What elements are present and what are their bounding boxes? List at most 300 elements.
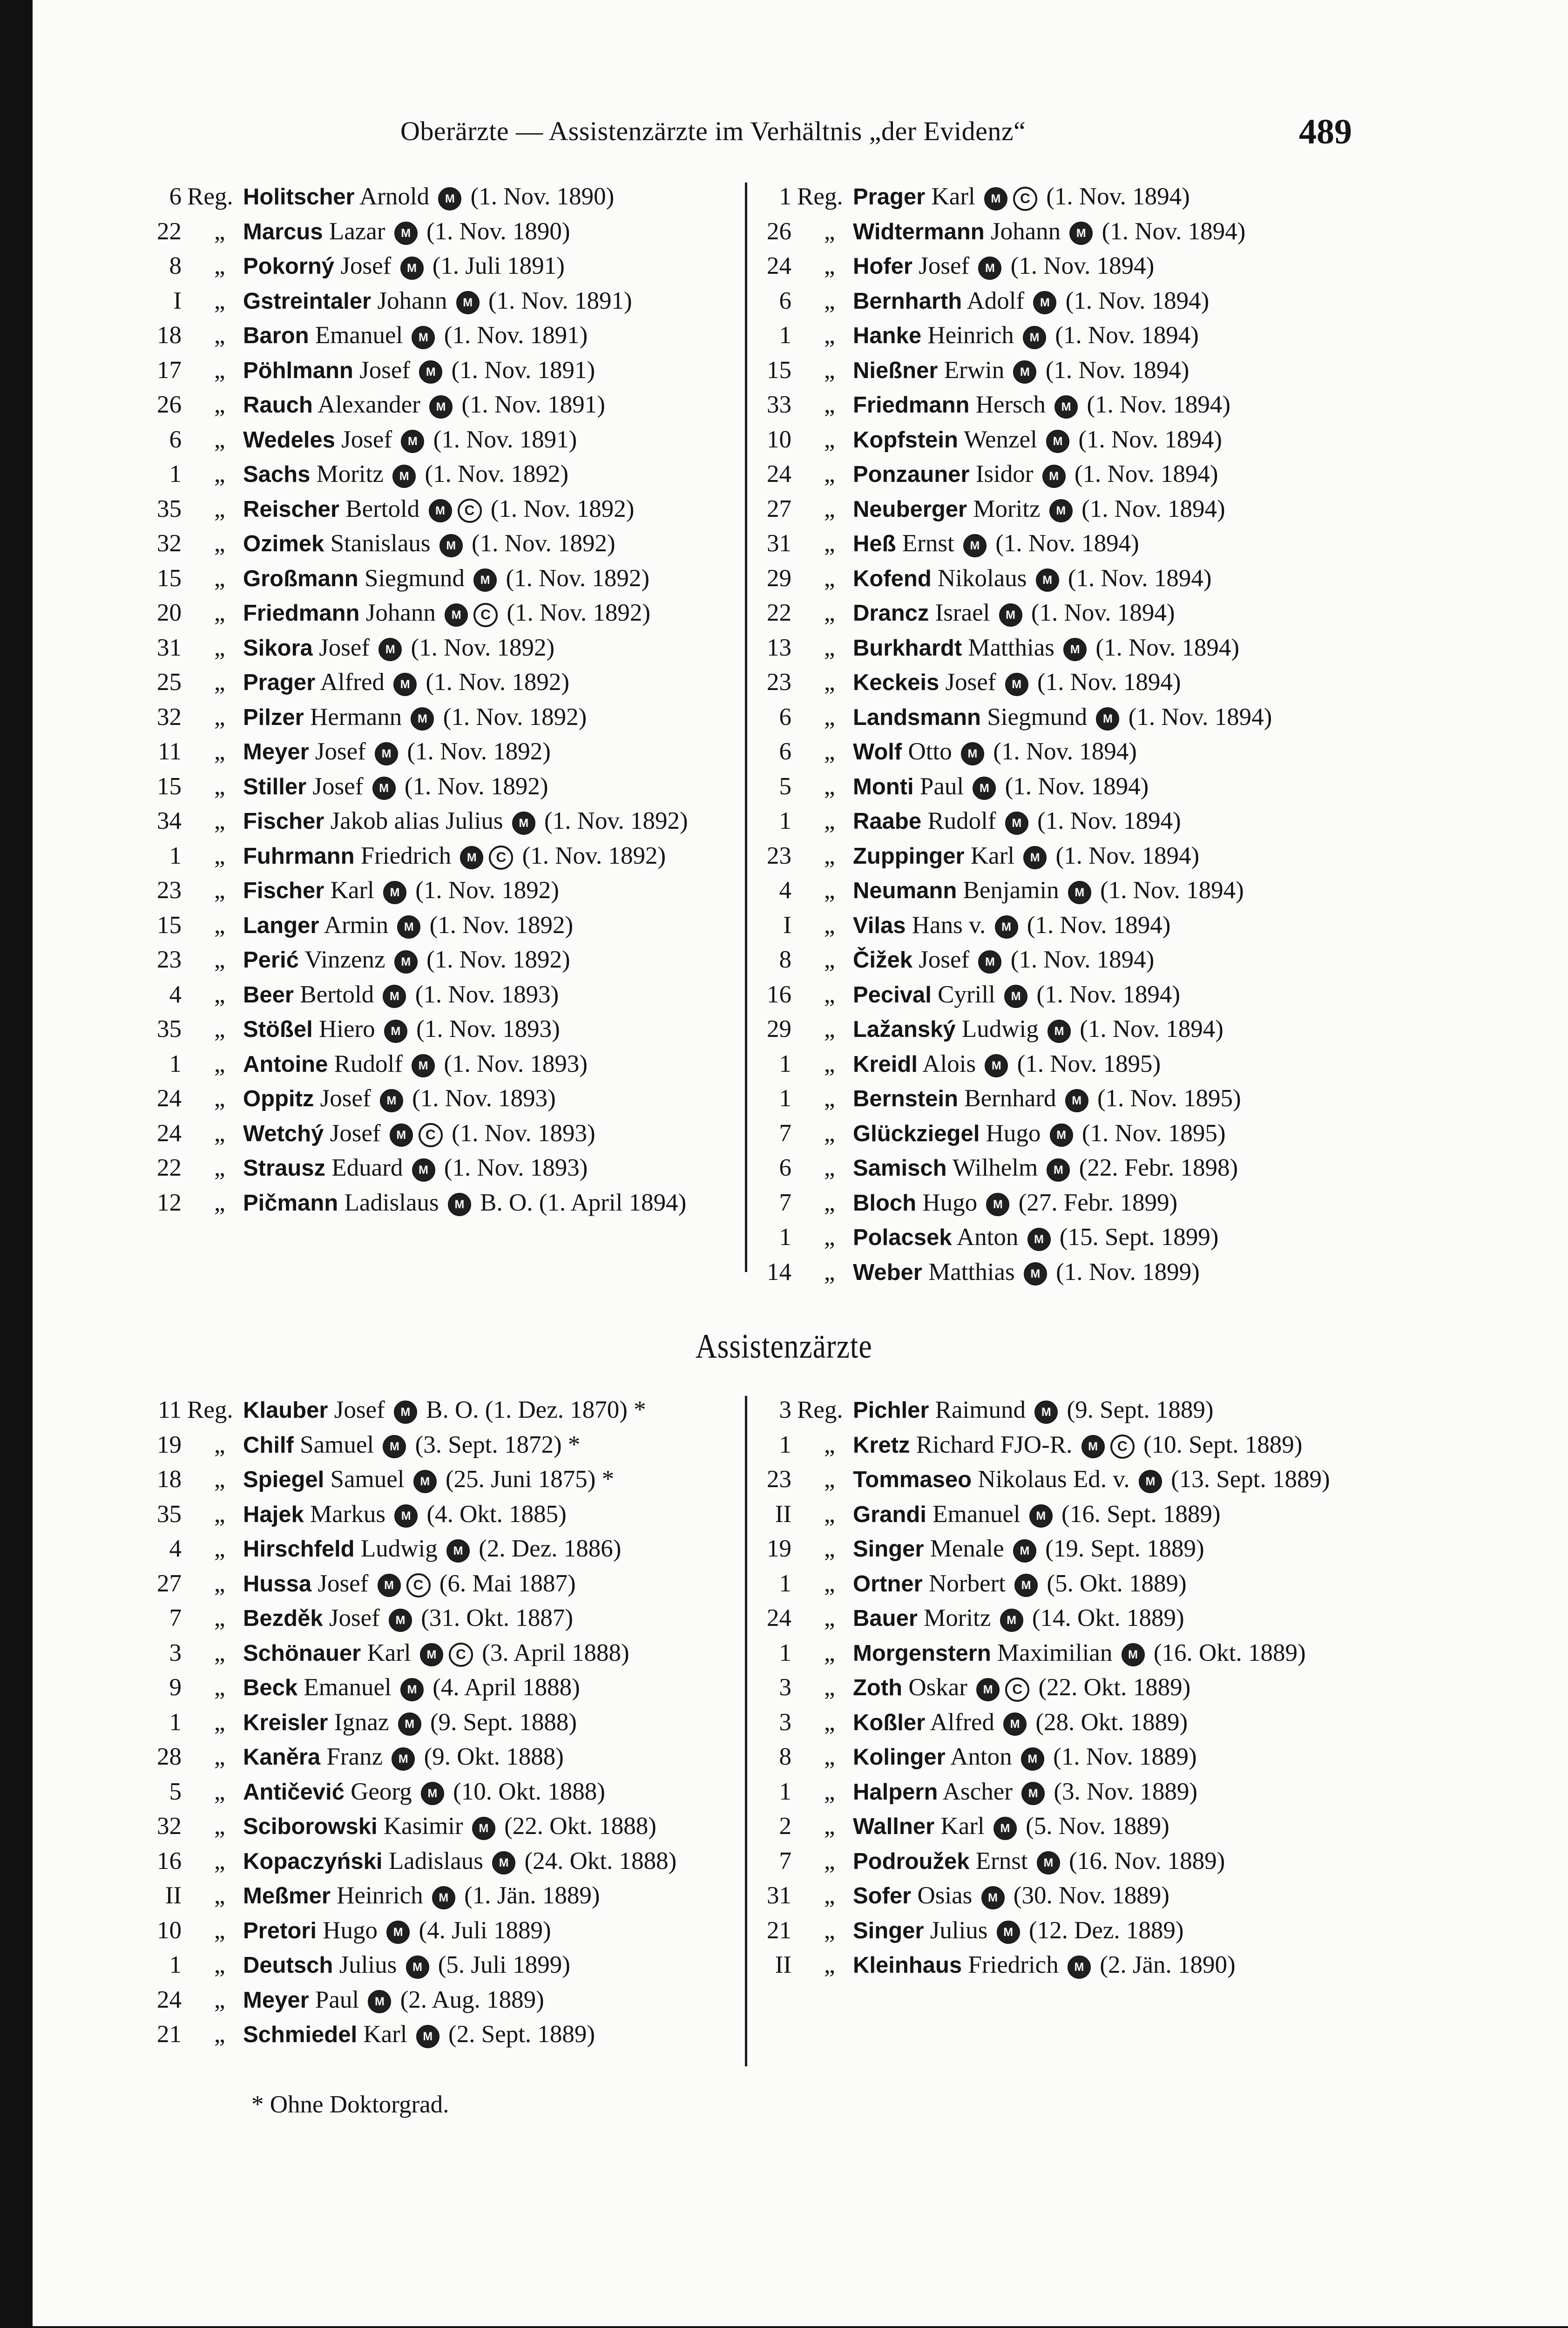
entry-text: [853, 215, 1334, 250]
copyright-badge-icon: C: [1110, 1435, 1135, 1459]
surname: Baron: [243, 323, 309, 348]
regiment-label: [791, 388, 853, 423]
list-item: [130, 1705, 724, 1740]
list-item: [740, 423, 1334, 458]
entry-text: [243, 492, 724, 527]
surname: Sachs: [243, 462, 311, 487]
rank-date: (1. Nov. 1895): [1081, 1119, 1226, 1147]
regiment-label: [182, 665, 243, 700]
ditto-mark: „: [824, 426, 835, 453]
entry-text: [243, 353, 724, 388]
merit-badge-icon: M: [473, 568, 497, 592]
merit-badge-icon: M: [383, 881, 406, 904]
merit-badge-icon: M: [1054, 395, 1078, 419]
regiment-number: 7: [779, 1119, 791, 1147]
ditto-mark: „: [824, 1500, 835, 1528]
rank-date: (25. Juni 1875) *: [446, 1466, 615, 1493]
entry-text: [853, 1428, 1334, 1463]
surname: Heß: [853, 531, 896, 556]
merit-badge-icon: M: [378, 638, 402, 661]
given-name: Matthias: [928, 1258, 1015, 1286]
entry-text: [243, 1151, 724, 1186]
rank-date: (1. Nov. 1894): [995, 530, 1139, 557]
rank-date: (1. Nov. 1894): [1010, 946, 1155, 973]
regiment-number: 26: [767, 217, 791, 245]
list-item: [740, 318, 1334, 353]
given-name: Johann: [365, 599, 436, 626]
list-item: [130, 1567, 724, 1602]
merit-badge-icon: M: [1013, 360, 1036, 384]
surname: Pöhlmann: [243, 358, 353, 383]
regiment-label: [791, 527, 853, 562]
regiment-label: [182, 180, 243, 215]
regiment-label: [182, 2017, 243, 2052]
ditto-mark: „: [824, 1778, 835, 1805]
ditto-mark: „: [824, 842, 835, 869]
regiment-number: 31: [767, 530, 791, 557]
given-name: Hans v.: [912, 911, 986, 939]
regiment-label: [791, 596, 853, 631]
merit-badge-icon: M: [406, 1956, 429, 1979]
rank-date: (1. Nov. 1892): [404, 772, 548, 800]
ditto-mark: „: [824, 1639, 835, 1666]
list-item: [130, 1428, 724, 1463]
entry-text: [853, 596, 1334, 631]
entry-text: [853, 804, 1334, 839]
given-name: Franz: [326, 1743, 383, 1770]
rank-date: (3. Sept. 1872) *: [415, 1431, 581, 1458]
regiment-number: 19: [767, 1535, 791, 1562]
regiment-label: [182, 1497, 243, 1532]
surname: Marcus: [243, 219, 323, 244]
entry-text: [243, 1671, 724, 1705]
surname: Raabe: [853, 809, 922, 834]
given-name: Ascher: [942, 1778, 1013, 1805]
rank-date: (1. Nov. 1892): [426, 946, 570, 973]
given-name: Ladislaus: [344, 1189, 439, 1216]
regiment-label: [182, 249, 243, 284]
surname: Sofer: [853, 1883, 912, 1908]
regiment-label: [791, 353, 853, 388]
rank-date: (1. Nov. 1891): [488, 287, 632, 314]
merit-badge-icon: M: [398, 1712, 421, 1736]
merit-badge-icon: M: [1029, 1504, 1053, 1528]
regiment-abbrev: Reg.: [797, 1396, 843, 1423]
ditto-mark: „: [214, 911, 225, 939]
regiment-label: [182, 1844, 243, 1879]
regiment-number: 1: [779, 1778, 791, 1805]
ditto-mark: „: [824, 599, 835, 626]
regiment-number: 1: [779, 1431, 791, 1458]
regiment-label: [791, 943, 853, 978]
merit-badge-icon: M: [1047, 1158, 1070, 1182]
rank-date: (1. Nov. 1892): [490, 495, 635, 522]
entry-text: [243, 1428, 724, 1463]
regiment-number: 18: [157, 322, 182, 349]
entry-text: [853, 1671, 1334, 1705]
given-name: Josef: [318, 1570, 369, 1597]
surname: Reischer: [243, 496, 340, 522]
surname: Kreidl: [853, 1051, 918, 1077]
entry-text: [243, 943, 724, 978]
surname: Bloch: [853, 1190, 917, 1216]
rank-date: (1. Nov. 1899): [1056, 1258, 1200, 1286]
regiment-number: 24: [157, 1085, 182, 1112]
given-name: Matthias: [968, 634, 1054, 661]
merit-badge-icon: M: [421, 1782, 444, 1805]
regiment-number: 13: [767, 634, 791, 661]
regiment-label: [791, 180, 853, 215]
ditto-mark: „: [214, 1986, 225, 2013]
surname: Samisch: [853, 1156, 947, 1181]
entry-text: [243, 1047, 724, 1082]
surname: Holitscher: [243, 184, 355, 210]
regiment-label: [182, 1671, 243, 1705]
surname: Bernstein: [853, 1086, 959, 1111]
merit-badge-icon: M: [392, 465, 416, 488]
rank-date: (1. Nov. 1892): [544, 807, 688, 834]
merit-badge-icon: M: [368, 1990, 391, 2013]
ditto-mark: „: [824, 738, 835, 765]
list-item: [130, 423, 724, 458]
surname: Rauch: [243, 393, 313, 418]
list-item: [130, 1117, 724, 1151]
merit-badge-icon: M: [394, 222, 418, 245]
copyright-badge-icon: C: [1005, 1678, 1029, 1702]
surname: Hussa: [243, 1571, 312, 1597]
entry-text: [243, 735, 724, 770]
ditto-mark: „: [824, 1674, 835, 1701]
list-item: [740, 1740, 1334, 1775]
rank-date: (1. Nov. 1889): [1053, 1743, 1197, 1770]
surname: Singer: [853, 1536, 924, 1562]
regiment-label: [791, 1428, 853, 1463]
given-name: Adolf: [966, 287, 1025, 314]
merit-badge-icon: M: [472, 1817, 495, 1840]
regiment-label: [182, 318, 243, 353]
regiment-label: [182, 457, 243, 492]
entry-text: [243, 318, 724, 353]
regiment-label: [791, 978, 853, 1013]
regiment-number: 8: [169, 252, 182, 279]
given-name: Paul: [315, 1986, 359, 2013]
given-name: Markus: [310, 1500, 385, 1528]
merit-badge-icon: M: [413, 1470, 437, 1493]
rank-date: (1. Nov. 1894): [1005, 772, 1149, 800]
list-item: [130, 735, 724, 770]
ditto-mark: „: [214, 1882, 225, 1909]
given-name: Friedrich: [360, 842, 452, 869]
regiment-label: [791, 1462, 853, 1497]
regiment-number: 16: [767, 981, 791, 1008]
given-name: Josef: [334, 1396, 385, 1423]
regiment-number: 1: [779, 322, 791, 349]
ditto-mark: „: [824, 1224, 835, 1251]
surname: Prager: [243, 670, 316, 695]
regiment-label: [182, 1705, 243, 1740]
ditto-mark: „: [824, 1535, 835, 1562]
regiment-label: [182, 978, 243, 1013]
entry-text: [853, 1844, 1334, 1879]
rank-date: (1. Nov. 1892): [425, 460, 569, 487]
merit-badge-icon: M: [973, 777, 996, 800]
merit-badge-icon: M: [1013, 1539, 1036, 1563]
regiment-number: 34: [157, 807, 182, 834]
regiment-label: [182, 1740, 243, 1775]
merit-badge-icon: M: [432, 1886, 455, 1909]
surname: Čižek: [853, 947, 913, 973]
list-item: [740, 1462, 1334, 1497]
list-item: [740, 215, 1334, 250]
surname: Schmiedel: [243, 2022, 358, 2047]
regiment-number: 1: [779, 1570, 791, 1597]
rank-date: (1. Nov. 1894): [1078, 426, 1222, 453]
rank-date: (31. Okt. 1887): [421, 1604, 574, 1631]
ditto-mark: „: [214, 1743, 225, 1770]
ditto-mark: „: [214, 322, 225, 349]
merit-badge-icon: M: [986, 1193, 1009, 1216]
list-item: [130, 2017, 724, 2052]
regiment-number: 1: [779, 183, 791, 210]
list-item: [130, 908, 724, 943]
merit-badge-icon: M: [1049, 499, 1073, 522]
merit-badge-icon: M: [460, 846, 483, 869]
entry-text: [243, 665, 724, 700]
given-name: Ignaz: [334, 1708, 389, 1736]
rank-date: (1. Nov. 1894): [1037, 807, 1181, 834]
list-item: [740, 1636, 1334, 1671]
regiment-label: [791, 700, 853, 735]
rank-date: (15. Sept. 1899): [1059, 1224, 1219, 1251]
list-item: [130, 353, 724, 388]
merit-badge-icon: M: [400, 257, 424, 280]
ditto-mark: „: [214, 981, 225, 1008]
ditto-mark: „: [214, 1535, 225, 1562]
given-name: Richard FJO-R.: [916, 1431, 1073, 1458]
surname: Perić: [243, 947, 299, 973]
given-name: Paul: [919, 772, 964, 800]
list-item: [130, 1393, 724, 1428]
rank-date: (4. Okt. 1885): [426, 1500, 567, 1528]
ditto-mark: „: [824, 911, 835, 939]
regiment-label: [791, 1186, 853, 1221]
ditto-mark: „: [824, 530, 835, 557]
regiment-label: [791, 1151, 853, 1186]
regiment-label: [182, 1914, 243, 1949]
merit-badge-icon: M: [429, 499, 452, 522]
entry-text: [853, 1393, 1334, 1428]
copyright-badge-icon: C: [489, 846, 513, 870]
rank-date: (1. Nov. 1893): [452, 1119, 595, 1147]
ditto-mark: „: [824, 391, 835, 418]
ditto-mark: „: [824, 287, 835, 314]
regiment-number: 5: [779, 772, 791, 800]
regiment-number: 1: [169, 1050, 182, 1077]
entry-text: [243, 908, 724, 943]
merit-badge-icon: M: [429, 395, 453, 419]
list-item: [130, 978, 724, 1013]
rank-date: (1. Nov. 1892): [472, 530, 615, 557]
list-item: [740, 284, 1334, 319]
rank-date: (1. Nov. 1893): [415, 981, 559, 1008]
surname: Ponzauner: [853, 462, 970, 487]
surname: Wedeles: [243, 427, 335, 453]
rank-date: (12. Dez. 1889): [1028, 1916, 1184, 1944]
merit-badge-icon: M: [985, 1054, 1008, 1077]
ditto-mark: „: [214, 738, 225, 765]
ditto-mark: „: [214, 1431, 225, 1458]
surname: Wetchý: [243, 1121, 324, 1146]
regiment-number: 23: [767, 1466, 791, 1493]
regiment-label: [791, 1047, 853, 1082]
rank-date: (22. Okt. 1888): [504, 1813, 656, 1840]
ditto-mark: „: [214, 1916, 225, 1944]
entry-text: [853, 839, 1334, 874]
given-name: Maximilian: [997, 1639, 1113, 1666]
ditto-mark: „: [214, 1847, 225, 1875]
entry-text: [853, 1117, 1334, 1151]
given-name: Heinrich: [337, 1882, 423, 1909]
merit-badge-icon: M: [1046, 430, 1069, 453]
regiment-number: 4: [779, 877, 791, 904]
regiment-number: 23: [157, 946, 182, 973]
list-item: [130, 1948, 724, 1983]
given-name: Nikolaus: [938, 564, 1027, 592]
list-item: [740, 1047, 1334, 1082]
given-name: Moritz: [973, 495, 1041, 522]
list-item: [740, 1705, 1334, 1740]
merit-badge-icon: M: [394, 1401, 417, 1424]
given-name: Moritz: [924, 1604, 991, 1631]
surname: Hirschfeld: [243, 1536, 355, 1562]
regiment-number: 31: [767, 1882, 791, 1909]
rank-date: (1. Nov. 1891): [444, 322, 588, 349]
regiment-label: [791, 457, 853, 492]
ditto-mark: „: [214, 1604, 225, 1631]
list-item: [740, 1532, 1334, 1567]
regiment-number: I: [783, 911, 791, 939]
surname: Kreisler: [243, 1710, 328, 1735]
ditto-mark: „: [824, 460, 835, 487]
ditto-mark: „: [214, 703, 225, 731]
given-name: Hiero: [318, 1015, 375, 1042]
list-item: [130, 1671, 724, 1705]
regiment-number: 7: [779, 1189, 791, 1216]
regiment-number: 24: [767, 460, 791, 487]
given-name: Oskar: [908, 1674, 967, 1701]
regiment-number: 32: [157, 703, 182, 731]
ditto-mark: „: [824, 252, 835, 279]
running-header: Oberärzte — Assistenzärzte im Verhältnis „der Evidenz“: [400, 116, 1026, 146]
given-name: Osias: [917, 1882, 973, 1909]
given-name: Rudolf: [927, 807, 996, 834]
regiment-label: [791, 1567, 853, 1602]
merit-badge-icon: M: [1014, 1574, 1038, 1597]
given-name: Jakob alias Julius: [330, 807, 503, 834]
rank-date: (1. Nov. 1894): [1068, 564, 1212, 592]
list-item: [740, 978, 1334, 1013]
rank-date: (1. Nov. 1894): [1037, 669, 1181, 696]
entry-text: [853, 700, 1334, 735]
given-name: Anton: [956, 1224, 1019, 1251]
ditto-mark: „: [214, 946, 225, 973]
regiment-number: 16: [157, 1847, 182, 1875]
rank-date: (1. Nov. 1894): [1027, 911, 1171, 939]
ditto-mark: „: [214, 842, 225, 869]
regiment-number: 23: [767, 842, 791, 869]
list-item: [740, 631, 1334, 666]
ditto-mark: „: [824, 981, 835, 1008]
surname: Kleinhaus: [853, 1953, 962, 1978]
surname: Neumann: [853, 878, 957, 903]
regiment-abbrev: Reg.: [187, 183, 233, 210]
regiment-label: [791, 1393, 853, 1428]
given-name: Hersch: [975, 391, 1046, 418]
regiment-abbrev: Reg.: [797, 183, 843, 210]
list-item: [130, 839, 724, 874]
given-name: Benjamin: [963, 877, 1059, 904]
regiment-number: 23: [157, 877, 182, 904]
entry-text: [853, 631, 1334, 666]
surname: Pilzer: [243, 704, 304, 730]
regiment-label: [791, 1601, 853, 1636]
entry-text: [853, 423, 1334, 458]
regiment-label: [182, 1117, 243, 1151]
rank-date: (1. Nov. 1894): [1055, 322, 1199, 349]
entry-text: [853, 1047, 1334, 1082]
list-item: [130, 665, 724, 700]
surname: Friedmann: [243, 601, 360, 626]
list-item: [740, 562, 1334, 596]
merit-badge-icon: M: [1005, 673, 1028, 696]
rank-date: (1. Nov. 1894): [1046, 183, 1190, 210]
list-item: [130, 1914, 724, 1949]
regiment-number: 3: [779, 1396, 791, 1423]
regiment-label: [182, 215, 243, 250]
merit-badge-icon: M: [439, 534, 463, 557]
list-item: [130, 1775, 724, 1810]
entry-text: [853, 770, 1334, 805]
list-item: [740, 1914, 1334, 1949]
list-item: [740, 735, 1334, 770]
rank-date: (2. Sept. 1889): [448, 2021, 595, 2048]
entry-text: [243, 562, 724, 596]
surname: Pičmann: [243, 1190, 338, 1216]
merit-badge-icon: M: [1096, 707, 1119, 731]
list-item: [740, 1220, 1334, 1255]
regiment-label: [182, 1151, 243, 1186]
list-item: [740, 457, 1334, 492]
regiment-number: 26: [157, 391, 182, 418]
ditto-mark: „: [214, 2021, 225, 2048]
regiment-label: [182, 1532, 243, 1567]
list-item: [130, 631, 724, 666]
ditto-mark: „: [214, 217, 225, 245]
regiment-label: [182, 631, 243, 666]
given-name: Otto: [908, 738, 952, 765]
list-item: [740, 1012, 1334, 1047]
rank-date: (9. Sept. 1889): [1067, 1396, 1214, 1423]
oberaerzte-right-column: [740, 180, 1334, 1290]
given-name: Emanuel: [304, 1674, 392, 1701]
given-name: Kasimir: [383, 1813, 463, 1840]
entry-text: [243, 180, 724, 215]
entry-text: [853, 1462, 1334, 1497]
surname: Drancz: [853, 601, 929, 626]
given-name: Johann: [377, 287, 447, 314]
regiment-number: 17: [157, 356, 182, 384]
copyright-badge-icon: C: [473, 603, 498, 627]
